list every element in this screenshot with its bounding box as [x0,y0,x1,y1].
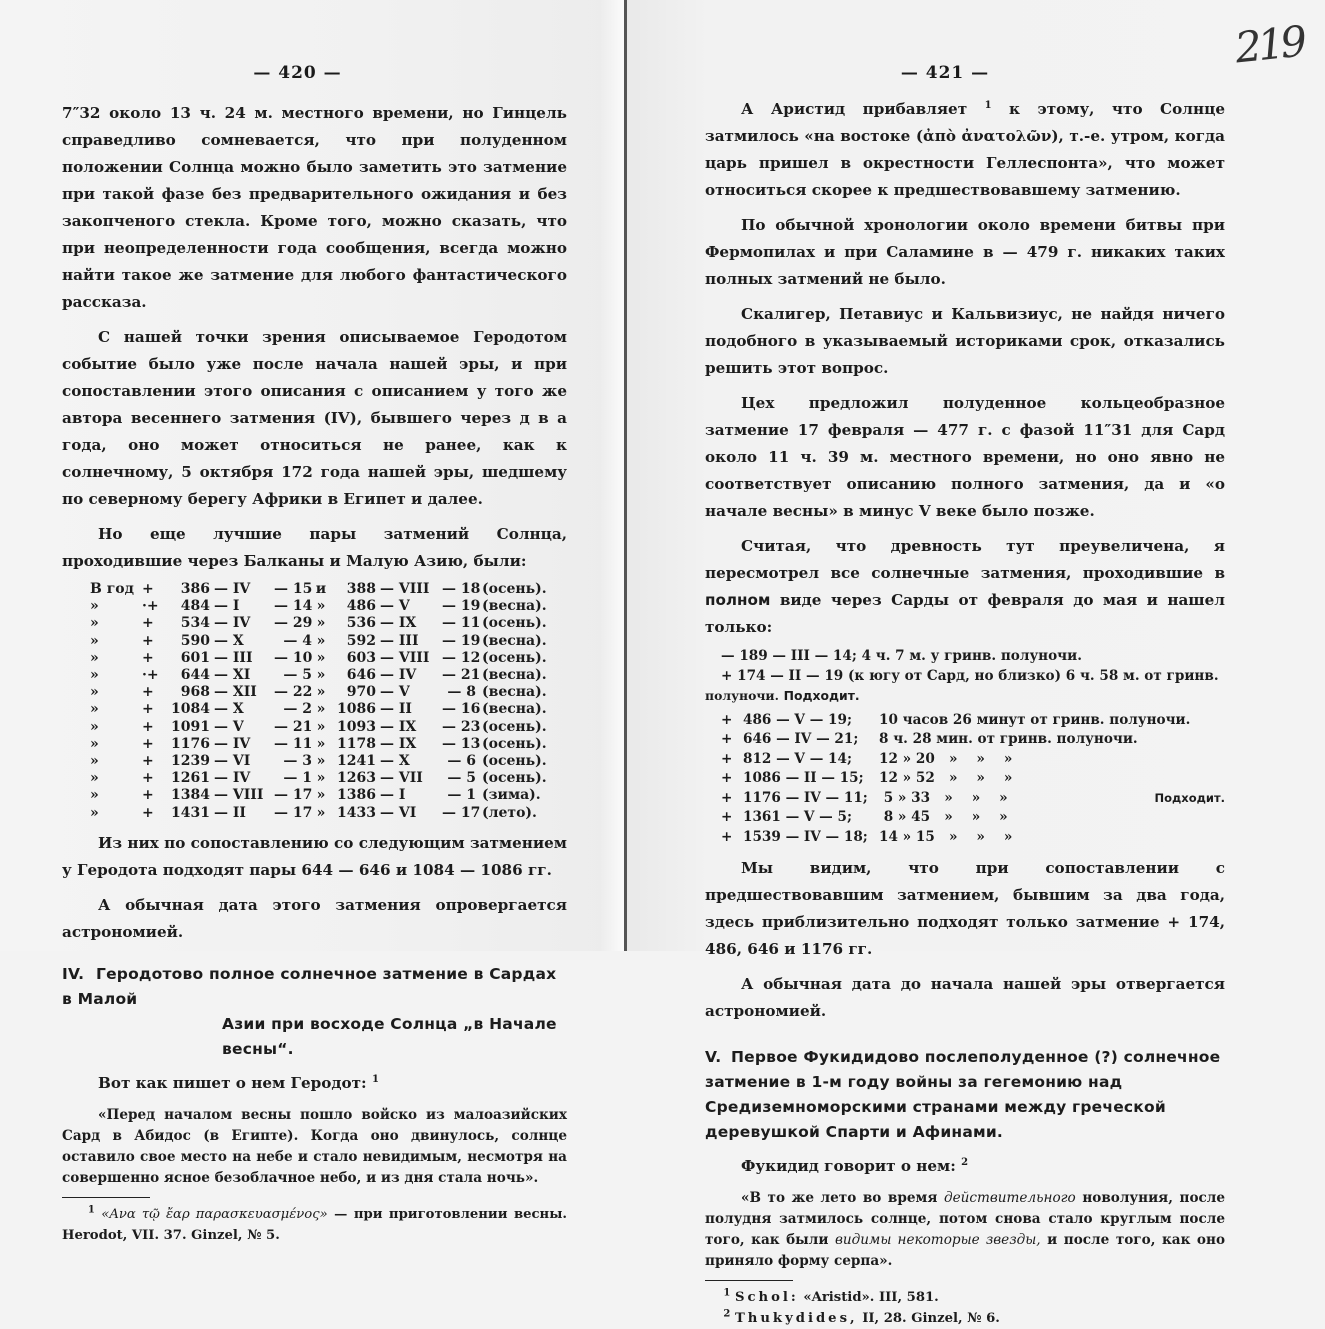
cell-d2: — 19 [442,598,481,615]
cell-conj: и [315,581,327,597]
cell-season: (осень). [482,735,547,752]
cell-m1: — X [214,632,244,649]
item-sign: + [721,750,733,767]
cell-sign: + [142,581,154,597]
cell-y1: 1176 [171,735,210,752]
cell-d1: — 5 [283,667,312,684]
text: «В то же лето во время [741,1190,938,1206]
cell-sign: + [142,804,154,821]
cell-season: (весна). [482,632,547,649]
table-row [90,598,567,615]
cell-d1: — 15 [274,581,313,597]
item-note: 5 » 33 » » » [879,789,1008,806]
footnote-author: Thukydides, [734,1311,858,1326]
text: виде через Сарды от февраля до мая и нашел только: [705,591,1225,636]
paragraph: Скалигер, Петавиус и Кальвизиус, не найдя ничего подобного в указываемый историками срок, отказались решить этот вопрос. [705,305,1225,377]
text: А Аристид прибавляет [741,100,968,118]
item-sign: + [721,789,733,806]
item-note: 8 ч. 28 мин. от гринв. полуночи. [879,731,1138,747]
cell-d2: — 17 [442,804,481,821]
table-row [90,701,567,718]
cell-m1: — III [214,649,253,666]
table-row [90,684,567,701]
cell-season: (весна). [482,701,547,718]
paragraph: По обычной хронологии около времени битвы при Фермопилах и при Саламине в — 479 г. никаких таких полных затмений не было. [705,216,1225,288]
cell-sign: + [142,770,154,787]
left-page [0,0,625,1243]
item-sign: + [721,809,733,825]
footnote-author: Schol: [734,1290,799,1305]
cell-d1: — 11 [274,735,313,752]
right-page [625,0,1325,1326]
cell-m2: — III [380,632,419,649]
cell-conj: » [316,615,326,632]
footnote [705,1287,1225,1308]
paragraph: С нашей точки зрения описываемое Геродотом событие было уже после начала нашей эры, и при сопоставлении этого описания с описанием у того же автора весеннего затмения (IV), бывшего через д в а года, оно может относиться не ранее, как к солнечному, 5 октября 172 года нашей эры, шедшему по северному берегу Африки в Египет и далее. [62,328,567,508]
cell-y1: 1384 [171,787,210,804]
cell-conj: » [316,770,326,787]
intro-line [62,1070,567,1097]
table-row [90,615,567,632]
cell-y1: 968 [180,684,210,701]
cell-d2: — 16 [442,701,481,718]
cell-d1: — 4 [283,632,312,649]
cell-sign: + [142,701,154,718]
fit-label: Подходит. [783,688,860,703]
cell-m2: — IV [380,667,417,684]
emphasis: полном [705,591,771,609]
cell-m1: — I [214,598,240,615]
item-fit: Подходит. [1154,790,1225,805]
footnote-mark: 1 [723,1287,731,1299]
cell-prefix: » [90,718,99,735]
footnote-greek: «Ανα τῷ ἔαρ παρασκευασμένος» [101,1206,328,1222]
cell-y2: 1093 [337,718,376,735]
cell-conj: » [316,598,326,615]
cell-m1: — IV [214,615,251,632]
cell-prefix: » [90,667,99,684]
cell-m2: — VI [380,804,417,821]
list-item-continued [705,686,1225,707]
item-date: 1361 — V — 5; [743,809,852,825]
cell-sign: + [142,684,154,701]
cell-m1: — VIII [214,787,264,804]
cell-y1: 1261 [171,770,210,787]
found-list-rows [705,711,1225,848]
cell-prefix: » [90,649,99,666]
cell-y2: 1386 [337,787,376,804]
cell-prefix: » [90,598,99,615]
section-title-line-1: Геродотово полное солнечное затмение в Сардах в Малой [62,964,557,1008]
item-note: 8 » 45 » » » [879,809,1008,825]
item-date: 1176 — IV — 11; [743,789,868,806]
italic-text: действительного [943,1190,1076,1206]
paragraph [705,96,1225,204]
footnote-ref: 1 [984,99,992,111]
cell-prefix: » [90,804,99,821]
footnote [705,1308,1225,1329]
cell-conj: » [316,667,326,684]
cell-prefix: » [90,701,99,718]
cell-season: (осень). [482,581,547,597]
cell-d1: — 29 [274,615,313,632]
cell-d1: — 17 [274,787,313,804]
table-row [90,805,567,822]
cell-d2: — 1 [447,787,476,804]
cell-m2: — I [380,787,406,804]
item-sign: + [721,770,733,786]
cell-y2: 1241 [337,753,376,770]
cell-d1: — 14 [274,598,313,615]
cell-m1: — XII [214,684,257,701]
cell-y1: 644 [180,667,210,684]
footnote-text: «Aristid». III, 581. [803,1290,939,1305]
cell-conj: » [316,684,326,701]
footnote-divider [62,1197,150,1198]
table-row [90,770,567,787]
cell-d1: — 22 [274,684,313,701]
intro-text: Фукидид говорит о нем: [741,1157,956,1175]
table-row [90,753,567,770]
cell-season: (лето). [482,804,537,821]
book-gutter [624,0,627,951]
cell-y1: 484 [180,598,210,615]
archive-number: 219 [1232,16,1306,73]
cell-y1: 1431 [171,804,210,821]
list-item [721,808,1225,828]
cell-m2: — VII [380,770,423,787]
cell-y1: 590 [180,632,210,649]
cell-sign: + [142,615,154,632]
cell-m2: — IX [380,615,417,632]
text: новолуния, после полудня затмилось солнце, потом снова стало круглым после того, как были [705,1190,1226,1248]
page-number-left: — 420 — [253,63,342,83]
item-sign: + [721,731,733,747]
intro-line [705,1153,1225,1180]
item-date: 486 — V — 19; [743,711,852,728]
cell-d2: — 11 [442,615,481,632]
item-note: 10 часов 26 минут от гринв. полуночи. [879,711,1191,728]
cell-d1: — 2 [283,701,312,718]
cell-d2: — 23 [442,718,481,735]
paragraph [705,533,1225,641]
cell-m2: — II [380,701,412,718]
cell-d2: — 21 [442,667,481,684]
section-number: V. [705,1048,722,1066]
cell-d2: — 12 [442,649,481,666]
cell-prefix: » [90,787,99,804]
footnote-ref: 1 [371,1073,379,1085]
italic-text: видимы некоторые звезды, [835,1232,1041,1248]
cell-y2: 1086 [337,701,376,718]
list-item [721,730,1225,750]
paragraph: Из них по сопоставлению со следующим затмением у Геродота подходят пары 644 — 646 и 1084 — 1086 гг. [62,833,567,879]
cell-d1: — 17 [274,804,313,821]
paragraph: Но еще лучшие пары затмений Солнца, проходившие через Балканы и Малую Азию, были: [62,525,567,570]
paragraph: Цех предложил полуденное кольцеобразное затмение 17 февраля — 477 г. с фазой 11″31 для Сард около 11 ч. 39 м. местного времени, но оно явно не соответствует описанию полного затмения, да и «о начале весны» в минус V веке было позже. [705,394,1225,520]
cell-season: (весна). [482,598,547,615]
cell-prefix: » [90,735,99,752]
table-row [90,736,567,753]
cell-d1: — 3 [283,753,312,770]
cell-season: (осень). [482,770,547,787]
text: к этому, что Солнце затмилось «на востоке (ἀπὸ ἀνατολῶν), т.-е. утром, когда царь пришел в окрестности Геллеспонта», что может относиться скорее к предшествовавшему затмению. [705,100,1225,199]
cell-y2: 1178 [337,735,376,752]
cell-d2: — 5 [447,770,476,787]
item-sign: + [721,828,733,845]
text: Считая, что древность тут преувеличена, я пересмотрел все солнечные затмения, проходившие в [705,537,1225,582]
quote: «Перед началом весны пошло войско из малоазийских Сард в Абидос (в Египте). Когда оно двинулось, солнце оставило свое место на небе и стало невидимым, несмотря на совершенно ясное безоблачное небо, и из дня стала ночь». [62,1106,567,1186]
cell-sign: + [142,649,154,666]
table-row [90,667,567,684]
cell-y2: 1433 [337,804,376,821]
cell-m1: — II [214,804,246,821]
cell-d2: — 13 [442,735,481,752]
cell-sign: + [142,787,154,804]
gutter-shadow [600,0,624,951]
cell-conj: » [316,753,326,770]
cell-season: (весна). [482,667,547,684]
eclipse-pairs-table [90,581,567,822]
cell-sign: ·+ [142,598,159,615]
list-item [721,769,1225,789]
cell-y2: 646 [346,667,376,684]
cell-prefix: В год [90,581,134,597]
item-date: 646 — IV — 21; [743,731,859,747]
footnote-mark: 2 [723,1308,731,1320]
footnote-ref: 2 [961,1156,969,1168]
cell-conj: » [316,701,326,718]
quote [705,1188,1225,1272]
footnote-mark: 1 [87,1204,95,1216]
footnote-text: II, 28. Ginzel, № 6. [862,1311,1000,1326]
item-note: 14 » 15 » » » [879,828,1013,845]
section-title-line-2: Азии при восходе Солнца „в Начале весны“. [222,1014,557,1058]
footnote-divider [705,1280,793,1281]
cell-d1: — 10 [274,649,313,666]
cell-y2: 1263 [337,770,376,787]
cell-season: (осень). [482,718,547,735]
cell-y2: 592 [346,632,376,649]
cell-d1: — 1 [283,770,312,787]
found-eclipses-list [705,647,1225,847]
cell-d2: — 19 [442,632,481,649]
cell-d2: — 18 [442,581,481,597]
paragraph: А обычная дата до начала нашей эры отвергается астрономией. [705,975,1225,1020]
table-row [90,581,567,598]
cell-m1: — IV [214,770,251,787]
cell-y2: 603 [346,649,376,666]
paragraph: А обычная дата этого затмения опровергается астрономией. [62,895,567,941]
cell-prefix: » [90,770,99,787]
list-item [721,750,1225,770]
cell-conj: » [316,718,326,735]
item-date: 1539 — IV — 18; [743,828,868,845]
cell-conj: » [316,787,326,804]
cell-m1: — XI [214,667,251,684]
cell-m2: — VIII [380,581,430,597]
intro-text: Вот как пишет о нем Геродот: [98,1073,367,1092]
cell-y1: 1091 [171,718,210,735]
list-item [721,789,1225,809]
left-page-body [62,100,567,1246]
page-number-right: — 421 — [900,63,990,83]
section-number: IV. [62,964,85,983]
cell-y1: 1084 [171,701,210,718]
item-note: 12 » 20 » » » [879,750,1013,767]
right-page-body [705,96,1225,1329]
cell-d2: — 6 [447,753,476,770]
cell-y2: 536 [346,615,376,632]
cell-m1: — V [214,718,244,735]
table-row [90,719,567,736]
footnote-text: — при приготовлении весны. Herodot, VII. 37. Ginzel, № 5. [62,1206,568,1243]
cell-y2: 970 [346,684,376,701]
cell-season: (весна). [482,684,547,701]
cell-season: (зима). [482,787,541,804]
cell-sign: + [142,735,154,752]
cell-y1: 534 [180,615,210,632]
cell-y1: 601 [180,649,210,666]
cell-y1: 1239 [171,753,210,770]
footnote [62,1204,567,1246]
cell-conj: » [316,649,326,666]
cell-sign: ·+ [142,667,159,684]
cell-y2: 486 [346,598,376,615]
paragraph: Мы видим, что при сопоставлении с предшествовавшим затмением, бывшим за два года, здесь приблизительно подходят только затмение + 174, 486, 646 и 1176 гг. [705,859,1225,958]
list-item [721,711,1225,731]
cell-conj: » [316,804,326,821]
cell-sign: + [142,753,154,770]
text: полуночи. [705,688,779,703]
cell-sign: + [142,632,154,649]
section-heading-iv [62,962,567,1062]
cell-sign: + [142,718,154,735]
text: и после того, как оно приняло форму серпа». [705,1232,1226,1269]
cell-m1: — IV [214,735,251,752]
cell-conj: » [316,735,326,752]
table-row [90,650,567,667]
cell-prefix: » [90,684,99,701]
cell-m2: — X [380,753,410,770]
paragraph: 7″32 около 13 ч. 24 м. местного времени, но Гинцель справедливо сомневается, что при полуденном положении Солнца можно было заметить это затмение при такой фазе без предварительного ожидания и без закопченого стекла. Кроме того, можно сказать, что при неопределенности года сообщения, всегда можно найти такое же затмение для любого фантастического рассказа. [62,104,567,311]
cell-m1: — IV [214,581,251,597]
cell-m2: — IX [380,718,417,735]
table-row [90,633,567,650]
cell-prefix: » [90,632,99,649]
cell-y1: 386 [180,581,210,597]
cell-m1: — X [214,701,244,718]
cell-season: (осень). [482,649,547,666]
cell-y2: 388 [346,581,376,597]
cell-d2: — 8 [447,684,476,701]
cell-conj: » [316,632,326,649]
cell-season: (осень). [482,753,547,770]
cell-prefix: » [90,615,99,632]
table-row [90,787,567,804]
cell-m2: — VIII [380,649,430,666]
list-item [721,828,1225,848]
cell-m1: — VI [214,753,251,770]
cell-m2: — IX [380,735,417,752]
list-item: — 189 — III — 14; 4 ч. 7 м. у гринв. полуночи. [721,648,1082,664]
cell-d1: — 21 [274,718,313,735]
section-heading-v [705,1045,1225,1145]
item-sign: + [721,711,733,728]
cell-m2: — V [380,684,410,701]
cell-season: (осень). [482,615,547,632]
section-title: Первое Фукидидово послеполуденное (?) солнечное затмение в 1-м году войны за гегемонию над Средиземноморскими странами между греческой деревушкой Спарти и Афинами. [705,1048,1221,1141]
item-date: 1086 — II — 15; [743,770,864,786]
list-item: + 174 — II — 19 (к югу от Сард, но близко) 6 ч. 58 м. от гринв. [721,667,1219,684]
item-date: 812 — V — 14; [743,750,852,767]
cell-m2: — V [380,598,410,615]
cell-prefix: » [90,753,99,770]
item-note: 12 » 52 » » » [879,770,1013,786]
